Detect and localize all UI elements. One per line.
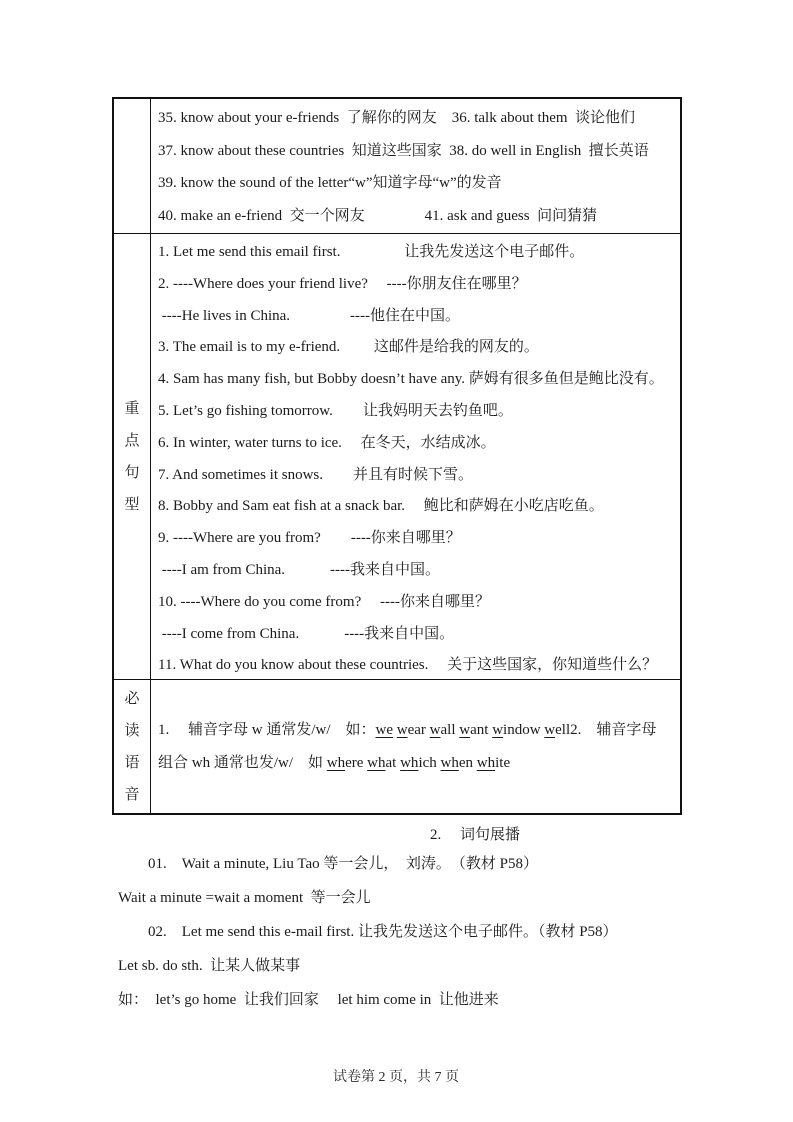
table-row-phrases [114,99,680,234]
phonics-segment: wh [400,754,419,771]
text-line: 如： let’s go home 让我们回家 let him come in 让他进来 [118,992,499,1008]
text-line: 37. know about these countries 知道这些国家 38. do well in English 擅长英语 [158,142,649,159]
phonics-segment: we [375,721,394,738]
phonics-segment: wh [440,754,459,771]
text-line: 40. make an e-friend 交一个网友 41. ask and guess 问问猜猜 [158,207,598,224]
text-line: Let sb. do sth. 让某人做某事 [118,958,301,974]
row-label-key-sentences [114,234,151,679]
text-line: 01. Wait a minute, Liu Tao 等一会儿， 刘涛。 （教材 P58） [118,856,538,872]
phonics-segment: indow [503,721,545,738]
phonics-segment: 1. 辅音字母 w 通常发/w/ 如： [158,721,376,738]
phonics-segment: en [458,754,477,771]
text-line: ----I am from China. ----我来自中国。 [158,561,441,578]
phonics-paragraph [158,714,680,780]
phonics-segment: wh [326,754,346,771]
text-line: 5. Let’s go fishing tomorrow. 让我妈明天去钓鱼吧。 [158,402,513,419]
section-heading: 2. 词句展播 [430,827,521,843]
text-line: Wait a minute =wait a moment 等一会儿 [118,890,371,906]
text-line: 02. Let me send this e-mail first. 让我先发送这个电子邮件。（教材 P58） [118,924,618,940]
phonics-segment: w [396,721,408,738]
page-footer: 试卷第 2 页，共 7 页 [333,1070,459,1085]
label-char: 语 [124,754,140,771]
text-line: 10. ----Where do you come from? ----你来自哪里？ [158,593,490,610]
phonics-segment: w [459,721,471,738]
phonics-segment: ere [345,754,368,771]
text-line: 35. know about your e-friends 了解你的网友 36. talk about them 谈论他们 [158,110,636,126]
section-body [118,847,684,1017]
phonics-segment: ell2. 辅音字母组合 wh 通常也发/w/ 如 [158,721,657,771]
row-content-phonics [151,680,680,813]
label-char: 读 [124,722,140,739]
row-label-phonics [114,680,151,813]
text-line: 39. know the sound of the letter“w”知道字母“w”的发音 [158,175,502,191]
text-line: 7. And sometimes it snows. 并且有时候下雪。 [158,466,474,483]
phonics-segment: w [429,721,441,738]
phonics-segment: ear [407,721,430,738]
phonics-segment: w [544,721,556,738]
row-content-key-sentences [151,234,680,679]
text-line: 6. In winter, water turns to ice. 在冬天，水结成冰。 [158,434,496,451]
text-line: ----He lives in China. ----他住在中国。 [158,307,461,324]
phonics-segment: wh [476,754,496,771]
phonics-segment: at [385,754,401,771]
row-content-phrases [151,99,680,233]
label-char: 重 [124,400,140,417]
phonics-segment: ant [470,721,493,738]
label-char: 型 [124,496,140,513]
text-line: 11. What do you know about these countries. 关于这些国家，你知道些什么？ [158,657,658,674]
table-row-key-sentences [114,234,680,680]
label-char: 必 [124,690,140,707]
text-line: 2. ----Where does your friend live? ----你朋友住在哪里？ [158,275,527,292]
text-line: 8. Bobby and Sam eat fish at a snack bar. 鲍比和萨姆在小吃店吃鱼。 [158,498,604,515]
summary-table [112,97,682,815]
label-char: 点 [124,432,140,449]
phonics-segment: wh [367,754,386,771]
phonics-segment: all [440,721,460,738]
text-line: 1. Let me send this email first. 让我先发送这个电子邮件。 [158,244,585,260]
table-row-phonics [114,680,680,813]
phonics-segment: w [492,721,504,738]
text-line: 3. The email is to my e-friend. 这邮件是给我的网友的。 [158,339,539,356]
text-line: 4. Sam has many fish, but Bobby doesn’t have any. 萨姆有很多鱼但是鲍比没有。 [158,371,664,388]
text-line: 9. ----Where are you from? ----你来自哪里？ [158,530,461,547]
label-char: 音 [124,786,140,803]
text-line: ----I come from China. ----我来自中国。 [158,625,455,642]
phonics-segment: ite [495,754,511,771]
phonics-segment: ich [418,754,441,771]
row-label-empty [114,99,151,233]
label-char: 句 [124,464,140,481]
